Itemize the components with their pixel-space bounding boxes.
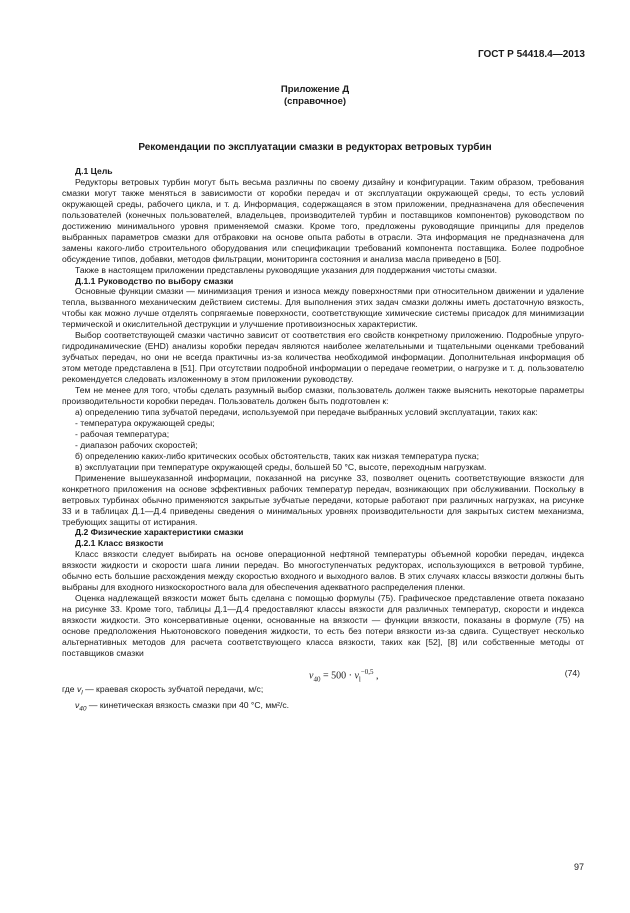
dash-item: - диапазон рабочих скоростей; [75,439,198,450]
paragraph: Тем не менее для того, чтобы сделать разумный выбор смазки, пользователь должен также выяснить некоторые параметры производительности коробки передач. Пользователь должен быть подготовлен к: [62,385,584,407]
section-heading-d1: Д.1 Цель [75,166,113,176]
formula-expression: $\nu_{40} = 500 \cdot v_l^{-0,5}$ , [309,667,379,684]
standard-header: ГОСТ Р 54418.4—2013 [477,49,585,60]
paragraph: Выбор соответствующей смазки частично зависит от соответствия его свойств конкретному приложению. Подробные упруго-гидродинамические (EHD) анализы коробки передач являются наиболее желательными и тщательными оценками требований зубчатых передач, но они не всегда практичны из-за количества необходимой информации. Дополнительная информация об этом методе представлена в [51]. При отсутствии подробной информации о передаче геометрии, о нагрузке и т. д. пользователю рекомендуется следовать изложенному в этом приложении руководству. [62,330,584,385]
section-heading-d2: Д.2 Физические характеристики смазки [75,527,244,538]
dash-item: - температура окружающей среды; [75,417,215,428]
paragraph: Применение вышеуказанной информации, показанной на рисунке 33, позволяет оценить соответствующие вязкости для конкретного приложения на основе эффективных рабочих температур передач, возникающих при обслуживании. Поскольку в ветровых турбинах обычно применяются закрытые зубчатые передачи, которые работают при различных нагрузках, на рисунке 33 и в таблицах Д.1—Д.4 приведены сведения о минимальных уровнях производительности для закрытых систем механизма, требующих защиты от истирания. [62,472,584,527]
document-body [62,166,584,715]
formula-74 [62,662,584,684]
page-number: 97 [573,862,584,872]
section-heading-d11: Д.1.1 Руководство по выбору смазки [75,275,234,286]
where-line-2: $\nu_{40}$ — кинетическая вязкость смазки при 40 °С, мм²/с. [75,699,290,713]
annex-kind: (справочное) [283,96,347,107]
annex-heading [0,84,630,108]
list-item-a: а) определению типа зубчатой передачи, используемой при передаче выбранных условий эксплуатации, таких как: [75,406,538,417]
paragraph: Основные функции смазки — минимизация трения и износа между поверхностями при относительном движении и удаление тепла, вызванного механическим действием системы. Для выполнения этих задач смазки должны иметь достаточную вязкость, чтобы как можно лучше отделять сопрягаемые поверхности, соответствующие химические системы присадок для минимизации термической и окислительной деструкции и улучшение противоизносных характеристик. [62,286,584,330]
paragraph: Также в настоящем приложении представлены руководящие указания для поддержания чистоты смазки. [75,264,498,275]
paragraph: Редукторы ветровых турбин могут быть весьма различны по своему дизайну и конфигурации. Таким образом, требования смазки могут также меняться в зависимости от коробки передач и от эксплуатации окружающей среды, то есть условий окружающей среды, рабочего цикла, и т. д. Информация, содержащаяся в этом приложении, предназначена для обеспечения пользователей (конечных пользователей, владельцев, производителей турбин и поставщиков компонентов) руководством по достижению минимального уровня применяемой смазки. Кроме того, предложены руководящие принципы для пределов выбранных параметров смазки для отбраковки на основе опыта работы в отрасли. Эта информация не предназначена для замены какого-либо строительного оборудования или спецификации требований компонента поставщика. Более подробное обсуждение типов, добавки, методов фильтрации, мониторинга состояния и анализа масла приведено в [50]. [62,176,584,264]
paragraph: Класс вязкости следует выбирать на основе операционной нефтяной температуры объемной коробки передач, индекса вязкости жидкости и скорости шага линии передач. Во многоступенчатых редукторах, использующихся в ветровой турбине, обычно есть большие расхождения между скоростью входного и выходного валов. В этих случаях классы вязкости должны быть выбраны для входного низкоскоростного вала для обеспечения адекватного распределения пленки. [62,549,584,593]
list-item-b: б) определению каких-либо критических особых обстоятельств, таких как низкая температура пуска; [75,450,479,461]
paragraph: Оценка надлежащей вязкости может быть сделана с помощью формулы (75). Графическое представление ответа показано на рисунке 33. Кроме того, таблицы Д.1—Д.4 предоставляют классы вязкости для различных температур, скорости и индекса вязкости жидкости. Это консервативные оценки, основанные на вязкости — функции вязкости, показаны в формуле (75) на основе предположения Ньютоновского поведения жидкости, то есть без потери вязкости из-за сдвига. Существует несколько альтернативных методов для расчета соответствующего класса вязкости, таких как [52], [8] или собственные методы от поставщиков смазки [62,593,584,658]
list-item-c: в) эксплуатации при температуре окружающей среды, большей 50 °С, высоте, переходным нагрузкам. [75,461,487,472]
where-line-1: где $v_l$ — краевая скорость зубчатой передачи, м/с; [62,683,264,697]
annex-title: Приложение Д [280,84,350,95]
page-title: Рекомендации по эксплуатации смазки в редукторах ветровых турбин [138,142,492,153]
formula-number: (74) [564,667,580,678]
dash-item: - рабочая температура; [75,428,170,439]
section-heading-d21: Д.2.1 Класс вязкости [75,538,164,549]
